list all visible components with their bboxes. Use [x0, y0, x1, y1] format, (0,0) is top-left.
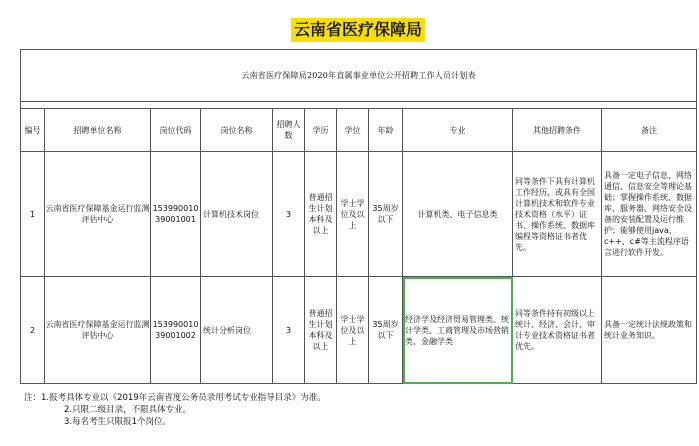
cell-age: 35周岁以下	[369, 152, 403, 277]
col-header-count: 招聘人数	[273, 109, 305, 152]
cell-education: 普通招生计划本科及以上	[305, 277, 337, 384]
cell-other: 同等条件持有初级以上统计、经济、会计、审计专业技术资格证书者优先。	[513, 277, 602, 384]
col-header-degree: 学位	[337, 109, 369, 152]
notes	[24, 392, 326, 428]
cell-code: 15399001039001002	[151, 277, 201, 384]
banner-title: 云南省医疗保障局	[291, 18, 425, 42]
note-2: 2.只限二级目录，不限具体专业。	[64, 405, 192, 415]
col-header-code: 岗位代码	[151, 109, 201, 152]
table-row	[21, 152, 697, 277]
cell-position: 计算机技术岗位	[201, 152, 273, 277]
col-header-unit: 招聘单位名称	[45, 109, 151, 152]
cell-age: 35周岁以下	[369, 277, 403, 384]
cell-unit: 云南省医疗保障基金运行监测评估中心	[45, 152, 151, 277]
cell-position: 统计分析岗位	[201, 277, 273, 384]
cell-unit: 云南省医疗保障基金运行监测评估中心	[45, 277, 151, 384]
cell-major: 经济学及经济贸易管理类、统计学类、工商管理及市场营销类、金融学类	[403, 277, 513, 384]
cell-no: 1	[21, 152, 45, 277]
col-header-no: 编号	[21, 109, 45, 152]
cell-remark: 具备一定电子信息、网络通信、信息安全等理论基础；掌握操作系统、数据库、服务器、网络安全设备的安装配置及运行维护；能够使用java、c++、c#等主流程序语言进行软件开发。	[602, 152, 697, 277]
cell-other: 同等条件下具有计算机工作经历，或具有全国计算机技术和软件专业技术资格（水平）证书、操作系统、数据库编程等资格证书者优先。	[513, 152, 602, 277]
col-header-remark: 备注	[602, 109, 697, 152]
cell-count: 3	[273, 277, 305, 384]
note-3: 3.每名考生只限报1个岗位。	[64, 417, 172, 427]
col-header-position: 岗位名称	[201, 109, 273, 152]
cell-degree: 学士学位及以上	[337, 152, 369, 277]
table-title: 云南省医疗保障局2020年直属事业单位公开招聘工作人员计划表	[21, 50, 697, 102]
cell-no: 2	[21, 277, 45, 384]
note-1: 注：1.报考具体专业以《2019年云南省度公务员录用考试专业指导目录》为准。	[24, 393, 326, 403]
spacer-row	[21, 102, 697, 109]
cell-major: 计算机类、电子信息类	[403, 152, 513, 277]
cell-degree: 学士学位及以上	[337, 277, 369, 384]
cell-code: 15399001039001001	[151, 152, 201, 277]
col-header-age: 年龄	[369, 109, 403, 152]
cell-count: 3	[273, 152, 305, 277]
recruitment-plan-table	[20, 49, 697, 384]
col-header-education: 学历	[305, 109, 337, 152]
col-header-major: 专业	[403, 109, 513, 152]
table-row	[21, 277, 697, 384]
col-header-other: 其他招聘条件	[513, 109, 602, 152]
cell-education: 普通招生计划本科及以上	[305, 152, 337, 277]
cell-remark: 具备一定统计法规政策和统计业务知识。	[602, 277, 697, 384]
